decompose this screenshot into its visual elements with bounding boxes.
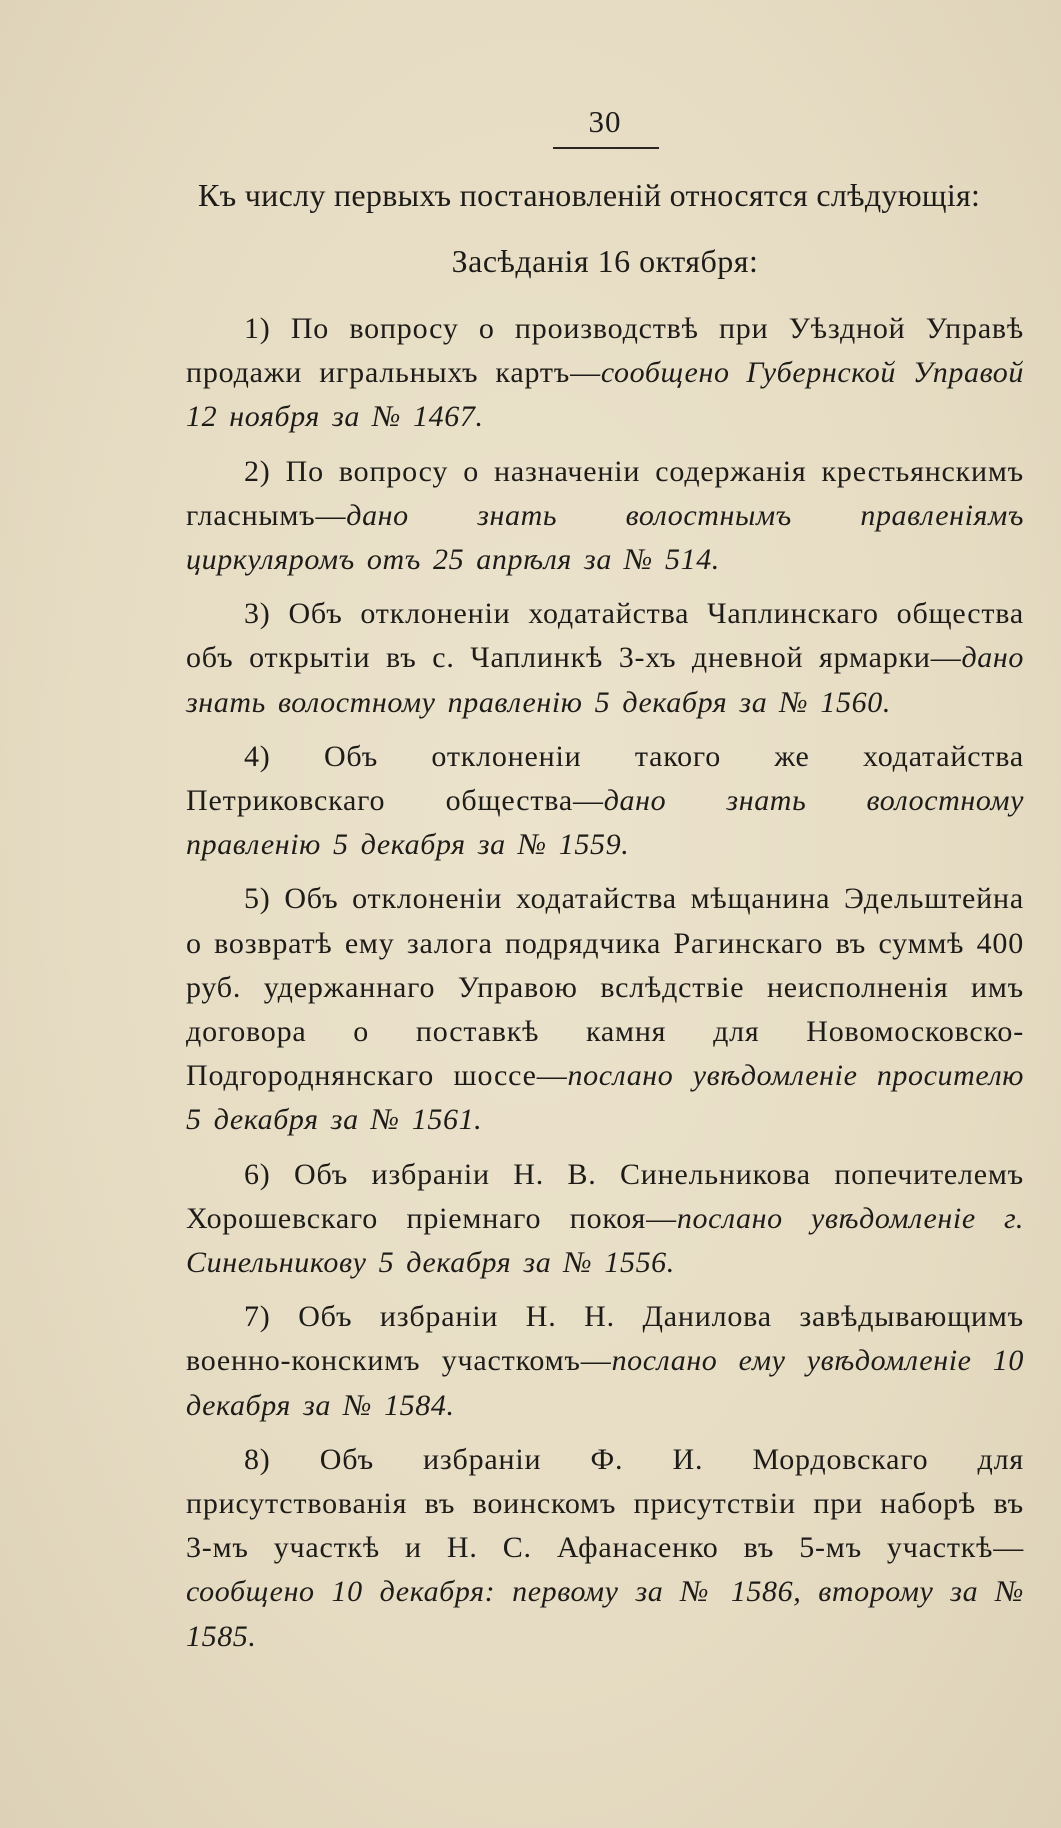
entry-subject: Объ отклоненіи ходатайства мѣщанина Эдельштейна о возвратѣ ему залога подрядчика Рагинскаго въ суммѣ 400 руб. удержаннаго Управою вслѣдствіе неисполненія имъ договора о поставкѣ камня для Новомосковско-Подгороднянскаго шоссе— — [186, 882, 1024, 1093]
resolution-entry-7 — [186, 1295, 1024, 1428]
entry-resolution: дано знать волостному правленію 5 декабря за № 1559. — [186, 784, 1024, 862]
entry-number: 6) — [244, 1157, 271, 1191]
entry-number: 7) — [244, 1300, 271, 1334]
resolutions-list — [186, 307, 1024, 1669]
entry-number: 2) — [244, 454, 271, 488]
resolution-entry-5 — [186, 877, 1024, 1142]
entry-resolution: сообщено Губернской Управой 12 ноября за № 1467. — [186, 356, 1024, 434]
resolution-entry-8 — [186, 1438, 1024, 1659]
entry-subject: Объ избраніи Н. Н. Данилова завѣдывающимъ военно-конскимъ участкомъ— — [186, 1300, 1024, 1378]
intro-line: Къ числу первыхъ постановленій относятся слѣдующія: — [198, 177, 981, 213]
entry-subject: Объ отклоненіи ходатайства Чаплинскаго общества объ открытіи въ с. Чаплинкѣ 3-хъ дневной ярмарки— — [186, 597, 1024, 675]
entry-number: 1) — [244, 312, 271, 345]
entry-number: 3) — [244, 597, 271, 631]
entry-resolution: дано знать волостнымъ правленіямъ циркуляромъ отъ 25 апрѣля за № 514. — [186, 498, 1024, 577]
resolution-entry-2 — [186, 450, 1024, 583]
entry-resolution: дано знать волостному правленію 5 декабря за № 1560. — [186, 641, 1024, 719]
page-number-rule — [553, 147, 659, 149]
entry-resolution: сообщено 10 декабря: первому за № 1586, второму за № 1585. — [186, 1575, 1024, 1653]
entry-resolution: послано увѣдомленіе г. Синельникову 5 декабря за № 1556. — [186, 1201, 1024, 1280]
entry-resolution: послано ему увѣдомленіе 10 декабря за № 1584. — [186, 1344, 1024, 1422]
entry-number: 4) — [244, 739, 271, 773]
entry-number: 8) — [244, 1442, 271, 1476]
session-heading: Засѣданія 16 октября: — [451, 243, 759, 279]
resolution-entry-4 — [186, 735, 1024, 868]
entry-subject: По вопросу о производствѣ при Уѣздной Управѣ продажи игральныхъ картъ— — [186, 312, 1024, 390]
entry-subject: Объ отклоненіи такого же ходатайства Петриковскаго общества— — [186, 739, 1024, 818]
entry-subject: Объ избраніи Ф. И. Мордовскаго для присутствованія въ воинскомъ присутствіи при наборѣ въ 3-мъ участкѣ и Н. С. Афанасенко въ 5-мъ участкѣ— — [186, 1442, 1024, 1565]
entry-number: 5) — [244, 882, 271, 916]
page-number: 30 — [588, 104, 622, 139]
entry-resolution: послано увѣдомленіе просителю 5 декабря за № 1561. — [186, 1059, 1024, 1137]
document-page — [186, 0, 1024, 1828]
resolution-entry-1 — [186, 307, 1024, 440]
entry-subject: По вопросу о назначеніи содержанія крестьянскимъ гласнымъ— — [186, 454, 1024, 532]
resolution-entry-6 — [186, 1153, 1024, 1286]
resolution-entry-3 — [186, 592, 1024, 725]
entry-subject: Объ избраніи Н. В. Синельникова попечителемъ Хорошевскаго пріемнаго покоя— — [186, 1157, 1024, 1235]
